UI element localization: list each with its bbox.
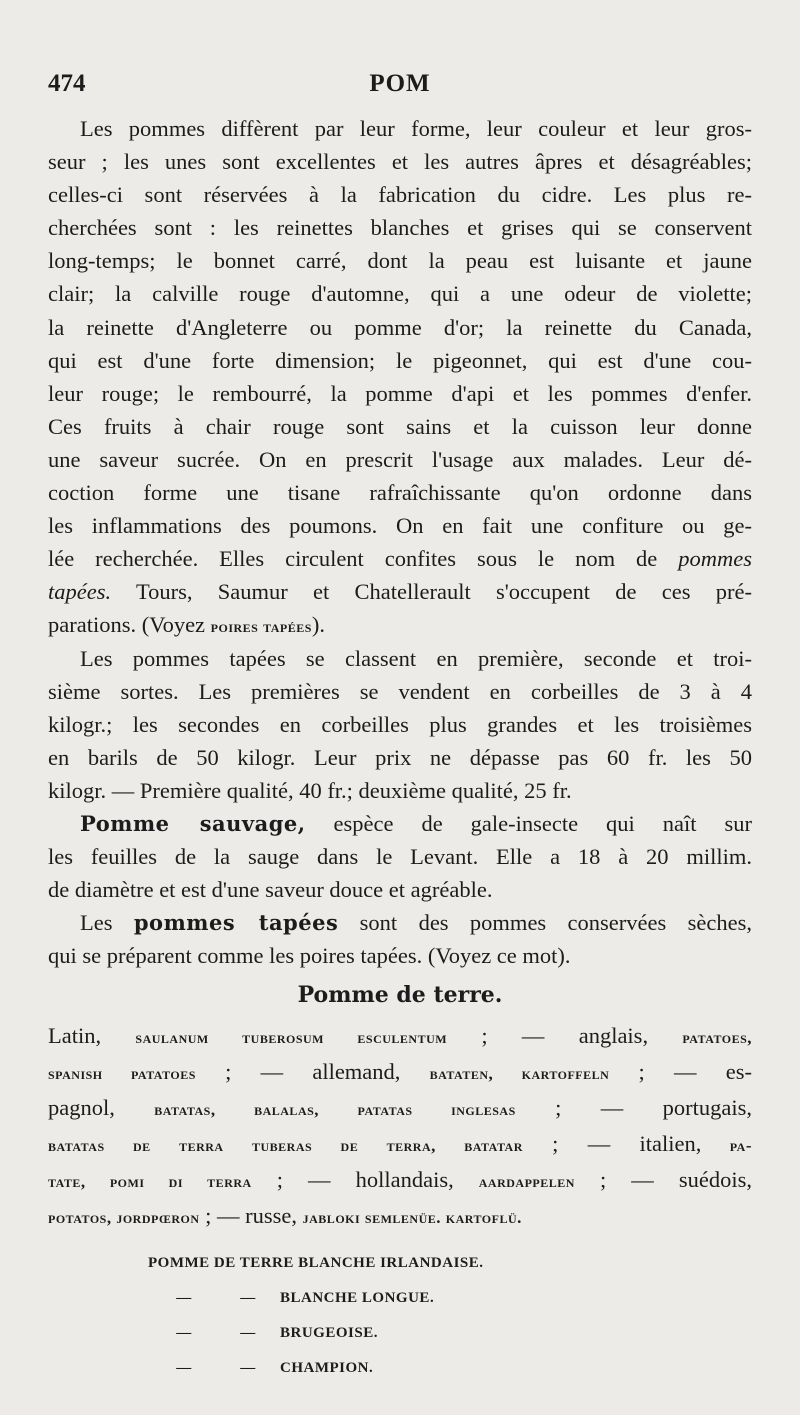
section-title: Pomme de terre.: [297, 982, 503, 1009]
foreign-name: bataten, kartoffeln: [429, 1064, 610, 1084]
text-line: la reinette d'Angleterre ou pomme d'or; la reinette du Canada,: [48, 314, 752, 340]
line-text: ; — hollandais,: [251, 1167, 479, 1193]
list-item: [48, 1351, 752, 1386]
foreign-name: saulanum tuberosum esculentum: [135, 1028, 448, 1048]
foreign-name: aardappelen: [478, 1172, 575, 1192]
line-text: ).: [311, 612, 326, 638]
text-line: [48, 906, 752, 939]
line-text: Les: [80, 910, 134, 936]
line-text: parations. (Voyez: [48, 612, 211, 638]
variety-name: BRUGEOISE.: [280, 1325, 378, 1342]
entry-headword: pommes tapées: [133, 910, 339, 936]
names-by-language: [48, 1018, 752, 1234]
text-line: [48, 1018, 752, 1054]
foreign-name: patatoes,: [682, 1028, 752, 1048]
text-line: les inflammations des poumons. On en fait une confiture ou ge-: [48, 513, 752, 539]
text-line: [48, 1162, 752, 1198]
paragraph-pommes-tapees-sortes: [48, 642, 752, 807]
text-line: kilogr. — Première qualité, 40 fr.; deuxième qualité, 25 fr.: [48, 777, 572, 803]
cross-reference: poires tapées: [210, 617, 312, 637]
entry-pomme-sauvage: [48, 807, 752, 906]
line-text: espèce de gale-insecte qui naît sur: [305, 810, 752, 836]
line-text: Latin,: [48, 1023, 136, 1049]
text-line: [48, 1090, 752, 1126]
text-line: qui se préparent comme les poires tapées. (Voyez ce mot).: [48, 943, 571, 969]
page-body: [48, 112, 752, 1386]
line-text: ; — italien,: [522, 1131, 702, 1157]
text-line: en barils de 50 kilogr. Leur prix ne dépasse pas 60 fr. les 50: [48, 744, 752, 770]
ditto-dash: —: [240, 1325, 256, 1342]
variety-list: [48, 1246, 752, 1386]
line-text: ; — suédois,: [574, 1167, 752, 1193]
foreign-name: batatas, balalas, patatas inglesas: [154, 1100, 516, 1120]
line-text: Tours, Saumur et Chatellerault s'occupent de ces pré-: [111, 579, 752, 605]
text-line: leur rouge; le rembourré, la pomme d'api et les pommes d'enfer.: [48, 380, 752, 406]
line-text: ; — russe,: [199, 1203, 303, 1229]
line-text: ; — portugais,: [515, 1095, 752, 1121]
page-header: [48, 70, 752, 110]
text-line: [48, 608, 752, 641]
text-line: Les pommes tapées se classent en première, seconde et troi-: [80, 645, 752, 671]
running-head: POM: [369, 70, 431, 97]
paragraph-pommes: [48, 112, 752, 642]
page-number: 474: [48, 70, 86, 97]
foreign-name: spanish patatoes: [48, 1064, 196, 1084]
text-line: [48, 575, 752, 608]
variety-heading: POMME DE TERRE BLANCHE IRLANDAISE.: [148, 1255, 484, 1272]
foreign-name: pa-: [701, 1136, 752, 1156]
italic-term: pommes: [678, 546, 752, 572]
line-text: pagnol,: [48, 1095, 155, 1121]
text-line: clair; la calville rouge d'automne, qui a une odeur de violette;: [48, 281, 752, 307]
list-item: [48, 1281, 752, 1316]
foreign-name: potatos, jordpœron: [48, 1208, 200, 1228]
variety-name: CHAMPION.: [280, 1360, 374, 1377]
text-line: [48, 542, 752, 575]
line-text: sont des pommes conservées sèches,: [338, 910, 752, 936]
ditto-dash: —: [240, 1360, 256, 1377]
text-line: qui est d'une forte dimension; le pigeonnet, qui est d'une cou-: [48, 347, 752, 373]
italic-term: tapées.: [48, 579, 112, 605]
foreign-name: tate, pomi di terra: [48, 1172, 252, 1192]
line-text: lée recherchée. Elles circulent confites sous le nom de: [48, 546, 658, 572]
text-line: de diamètre et est d'une saveur douce et agréable.: [48, 877, 493, 903]
ditto-dash: —: [176, 1290, 192, 1307]
list-item: [48, 1316, 752, 1351]
text-line: coction forme une tisane rafraîchissante qu'on ordonne dans: [48, 480, 752, 506]
line-text: ; — allemand,: [195, 1059, 430, 1085]
ditto-dash: —: [176, 1325, 192, 1342]
text-line: une saveur sucrée. On en prescrit l'usage aux malades. Leur dé-: [48, 446, 752, 472]
text-line: seur ; les unes sont excellentes et les autres âpres et désagréables;: [48, 149, 752, 175]
entry-pommes-tapees: [48, 906, 752, 972]
text-line: [48, 1126, 752, 1162]
line-text: ; — anglais,: [447, 1023, 683, 1049]
text-line: kilogr.; les secondes en corbeilles plus grandes et les troisièmes: [48, 711, 752, 737]
text-line: [48, 1198, 752, 1234]
foreign-name: jabloki semlenüe. kartoflü.: [302, 1208, 522, 1228]
text-line: celles-ci sont réservées à la fabrication du cidre. Les plus re-: [48, 182, 752, 208]
text-line: sième sortes. Les premières se vendent en corbeilles de 3 à 4: [48, 678, 752, 704]
ditto-dash: —: [240, 1290, 256, 1307]
text-line: long-temps; le bonnet carré, dont la peau est luisante et jaune: [48, 248, 752, 274]
text-line: les feuilles de la sauge dans le Levant. Elle a 18 à 20 millim.: [48, 844, 752, 870]
entry-headword: Pomme sauvage,: [80, 810, 306, 836]
foreign-name: batatas de terra tuberas de terra, batatar: [48, 1136, 523, 1156]
text-line: cherchées sont : les reinettes blanches et grises qui se conservent: [48, 215, 752, 241]
text-line: [48, 807, 752, 840]
line-text: ; — es-: [609, 1059, 752, 1085]
text-line: Ces fruits à chair rouge sont sains et la cuisson leur donne: [48, 413, 752, 439]
text-line: Les pommes diffèrent par leur forme, leur couleur et leur gros-: [80, 116, 752, 141]
variety-name: BLANCHE LONGUE.: [280, 1290, 435, 1307]
text-line: [48, 1054, 752, 1090]
ditto-dash: —: [176, 1360, 192, 1377]
